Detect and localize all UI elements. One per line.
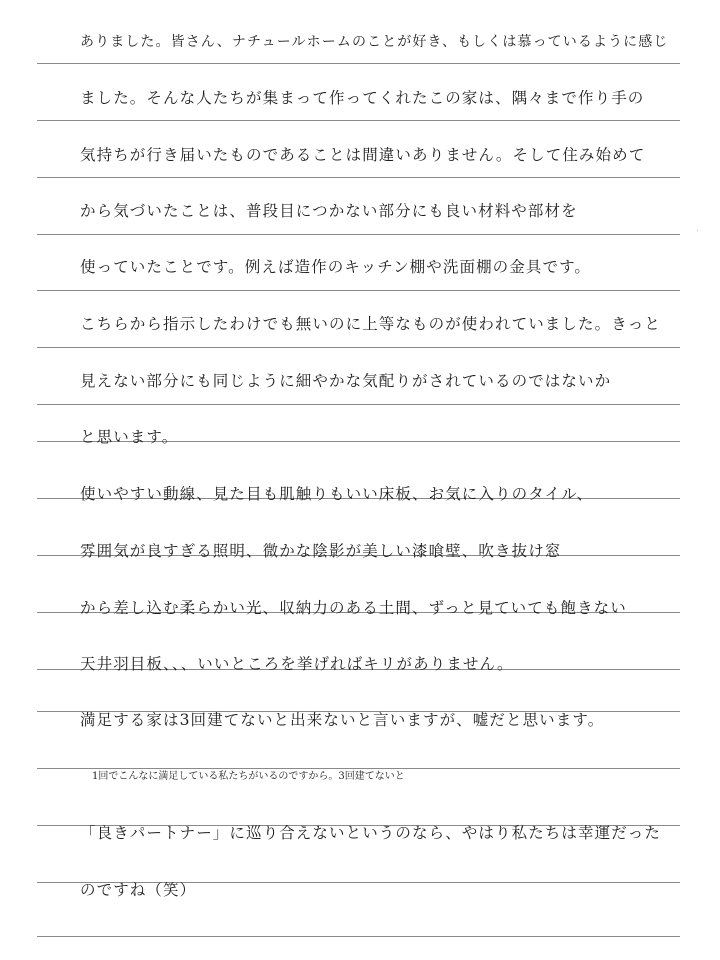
ruled-line [37, 63, 680, 64]
letter-line-9: 使いやすい動線、見た目も肌触りもいい床板、お気に入りのタイル、 [80, 485, 594, 503]
ruled-line [37, 290, 680, 291]
letter-line-15: 「良きパートナー」に巡り合えないというのなら、やはり私たちは幸運だった [80, 824, 662, 842]
letter-line-7: 見えない部分にも同じように細やかな気配りがされているのではないか [80, 372, 612, 390]
letter-line-2: ました。そんな人たちが集まって作ってくれたこの家は、隅々まで作り手の [80, 89, 645, 107]
letter-line-3: 気持ちが行き届いたものであることは間違いありません。そして住み始めて [80, 146, 646, 164]
paper-speck [697, 230, 698, 231]
letter-line-11: から差し込む柔らかい光、収納力のある土間、ずっと見ていても飽きない [80, 599, 627, 617]
ruled-line [37, 120, 680, 121]
ruled-line [37, 404, 680, 405]
letter-line-6: こちらから指示したわけでも無いのに上等なものが使われていました。きっと [80, 315, 662, 333]
letter-line-12: 天井羽目板、、、いいところを挙げればキリがありません。 [80, 655, 514, 673]
letter-line-8: と思います。 [80, 428, 179, 446]
ruled-line [37, 936, 680, 937]
ruled-line [37, 177, 680, 178]
letter-line-16: のですね（笑） [80, 881, 197, 899]
letter-line-4: から気づいたことは、普段目につかない部分にも良い材料や部材を [80, 202, 578, 220]
ruled-line [37, 234, 680, 235]
ruled-line [37, 347, 680, 348]
letter-line-1: ありました。皆さん、ナチュールホームのことが好き、もしくは慕っているように感じ [80, 34, 669, 50]
letter-line-14: 1回でこんなに満足している私たちがいるのですから。3回建てないと [92, 771, 405, 782]
letter-line-13: 満足する家は3回建てないと出来ないと言いますが、嘘だと思います。 [80, 711, 605, 729]
letter-line-10: 雰囲気が良すぎる照明、微かな陰影が美しい漆喰壁、吹き抜け窓 [80, 542, 562, 560]
letter-line-5: 使っていたことです。例えば造作のキッチン棚や洗面棚の金具です。 [80, 258, 592, 276]
